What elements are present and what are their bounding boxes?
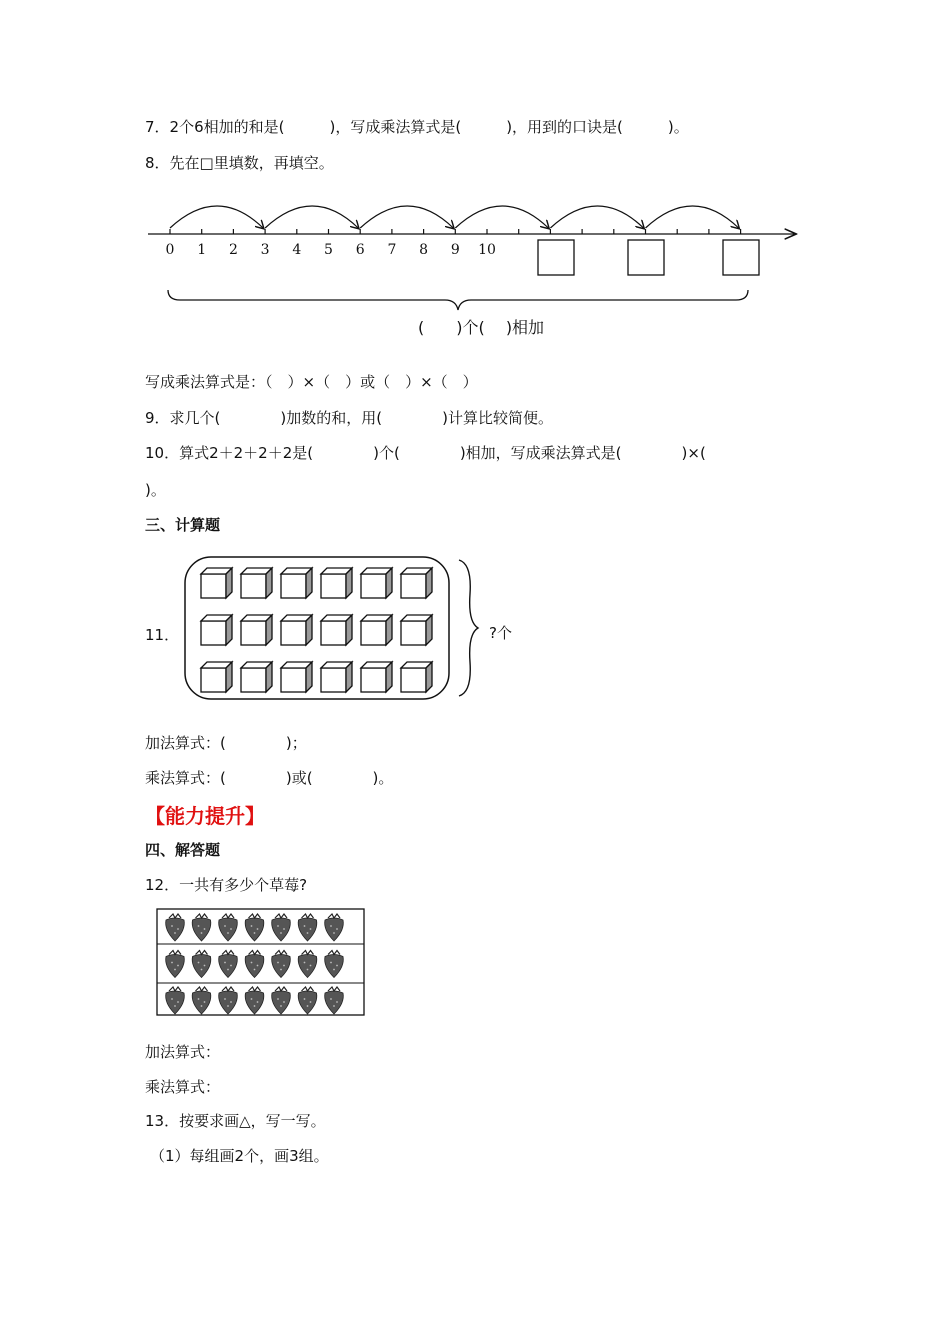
strawberry [298,951,317,978]
strawberry [192,951,211,978]
tick-label: 10 [478,242,496,258]
cube [321,662,352,692]
jump-arc [550,206,643,228]
strawberry [166,914,185,941]
strawberry-grid-figure [155,907,367,1019]
cube [241,568,272,598]
tick-label: 5 [324,242,333,258]
q11-multiplication: 乘法算式：( )或( )。 [145,769,394,787]
cube [361,615,392,645]
question-10: 10．算式2＋2＋2＋2是( )个( )相加，写成乘法算式是( )×( [145,444,706,462]
strawberry [219,951,238,978]
jump-arc [265,206,358,228]
strawberry [272,987,291,1014]
cube [361,568,392,598]
strawberry [272,951,291,978]
cube [201,568,232,598]
q11-addition: 加法算式：( )； [145,734,307,752]
question-10-cont: )。 [145,481,166,499]
tick-label: 2 [228,242,238,258]
strawberry [219,987,238,1014]
question-13: 13．按要求画△，写一写。 [145,1112,326,1130]
strawberry [166,987,185,1014]
question-8: 8．先在□里填数，再填空。 [145,154,334,172]
jump-arc [170,206,263,228]
answer-box-3[interactable] [723,240,759,275]
strawberry [192,914,211,941]
cube [201,662,232,692]
strawberry [192,987,211,1014]
cube [281,615,312,645]
cube [361,662,392,692]
question-12: 12．一共有多少个草莓? [145,876,308,894]
number-line-brace [168,290,748,310]
number-line-tick-labels [166,242,496,258]
cube [401,615,432,645]
strawberry [245,951,264,978]
cube-grid-brace [459,560,478,696]
strawberry [166,951,185,978]
jump-arc [455,206,548,228]
ability-title: 【能力提升】 [145,804,265,828]
answer-box-1[interactable] [538,240,574,275]
strawberry [298,987,317,1014]
cube [401,662,432,692]
strawberry [325,914,344,941]
tick-label: 8 [419,242,429,258]
cube-grid-figure [182,554,482,704]
tick-label: 1 [197,242,207,258]
number-line-ticks [170,229,741,234]
strawberry [298,914,317,941]
cube-question-label: ?个 [489,624,512,642]
tick-label: 0 [165,242,175,258]
section-4-title: 四、解答题 [145,841,221,859]
answer-box-2[interactable] [628,240,664,275]
strawberry [219,914,238,941]
cube [241,615,272,645]
cube [281,662,312,692]
question-7: 7．2个6相加的和是( )，写成乘法算式是( )，用到的口诀是( )。 [145,118,689,136]
question-11-number: 11． [145,626,180,644]
strawberry [325,951,344,978]
q12-multiplication: 乘法算式： [145,1078,221,1096]
jump-arc [360,206,453,228]
strawberry [272,914,291,941]
jump-arc [646,206,739,228]
number-line-jumps [170,206,739,228]
tick-label: 6 [355,242,365,258]
strawberry [245,987,264,1014]
question-9: 9．求几个( )加数的和，用( )计算比较简便。 [145,409,553,427]
tick-label: 7 [387,242,397,258]
tick-label: 3 [260,242,270,258]
q12-addition: 加法算式： [145,1043,221,1061]
tick-label: 4 [292,242,302,258]
cube [241,662,272,692]
cube [401,568,432,598]
q8-formula: 写成乘法算式是：（ ）×（ ）或（ ）×（ ） [145,373,478,391]
section-3-title: 三、计算题 [145,516,221,534]
cube [201,615,232,645]
cube [321,568,352,598]
question-13-part-1: （1）每组画2个，画3组。 [150,1147,329,1165]
strawberry [245,914,264,941]
tick-label: 9 [450,242,460,258]
number-line-caption: ( )个( )相加 [418,318,545,337]
cube-grid [201,568,432,692]
strawberry [325,987,344,1014]
cube [321,615,352,645]
strawberry-grid [166,914,344,1014]
cube [281,568,312,598]
